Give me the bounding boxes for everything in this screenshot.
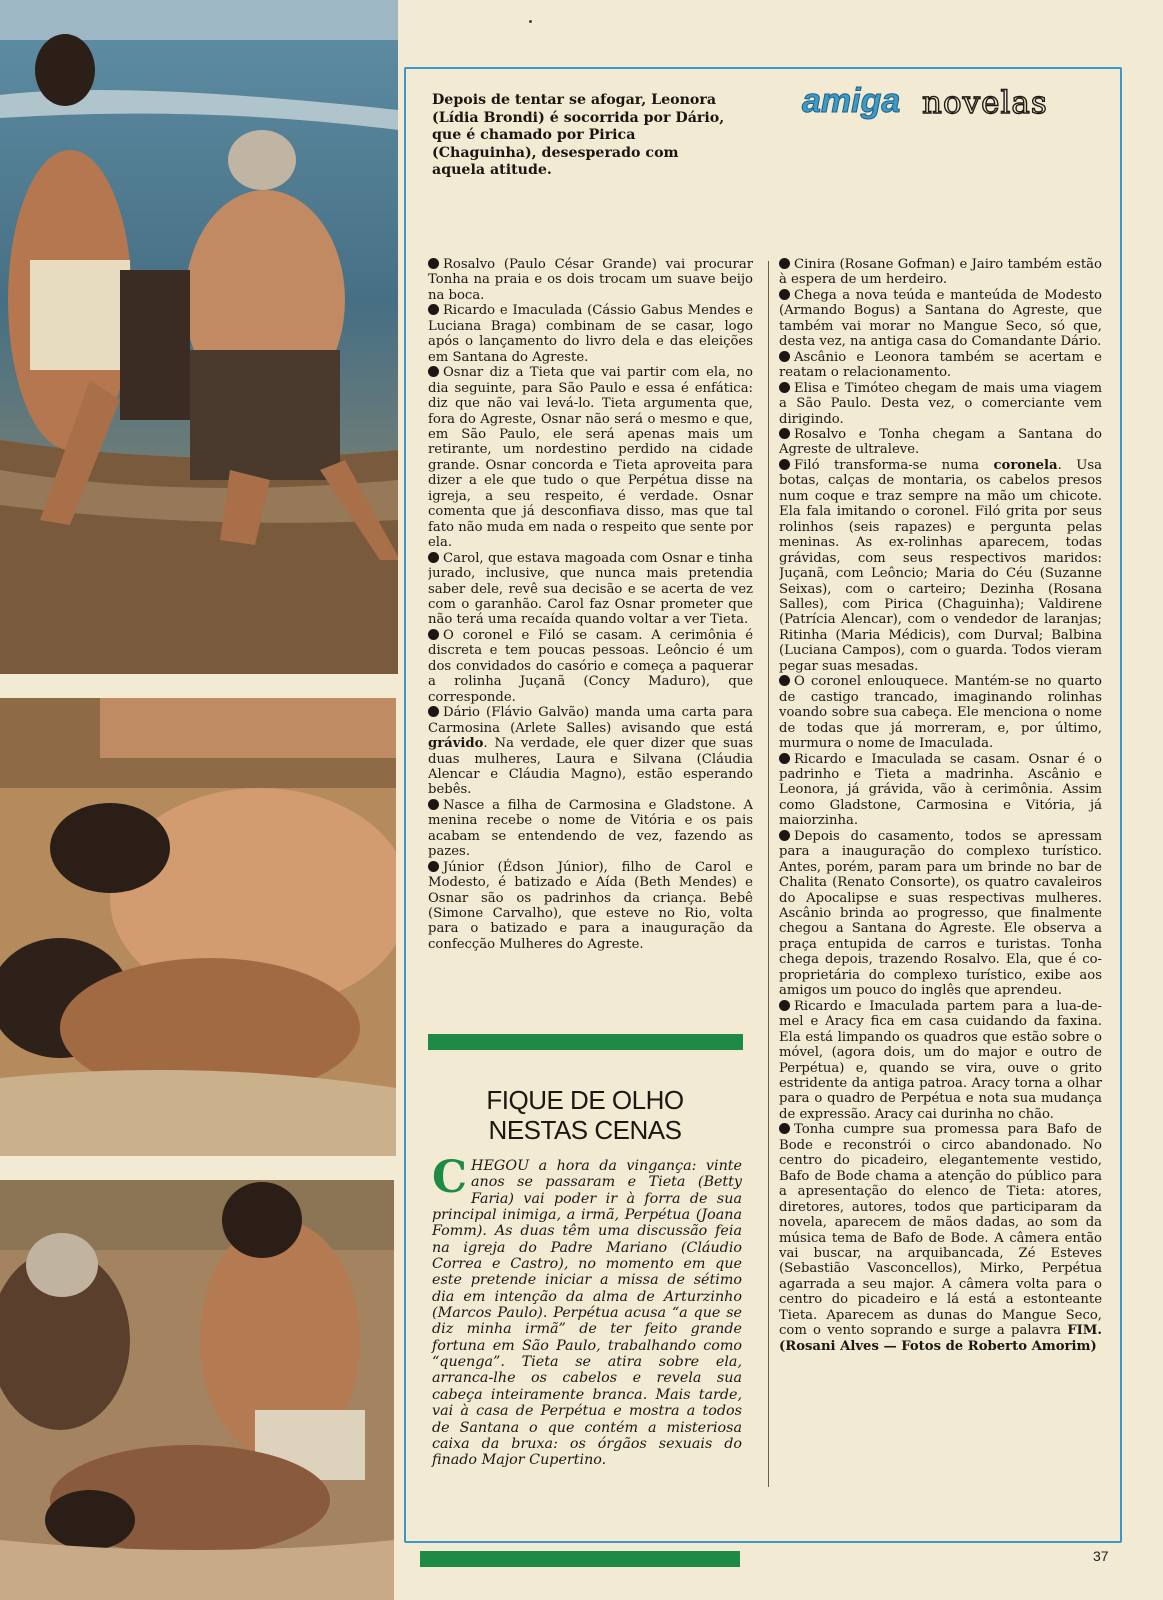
news-item: [428, 365, 753, 550]
box-title-line1: FIQUE DE OLHO: [486, 1085, 684, 1115]
masthead-section: novelas: [922, 85, 1048, 121]
green-footer-bar: [420, 1551, 740, 1567]
masthead-brand: amiga: [802, 82, 901, 120]
news-item: [779, 458, 1102, 674]
news-item-text: Depois do casamento, todos se apressam para a inauguração do complexo turístico. Antes, porém, param para um brinde no bar de Chalita (Renato Consorte), os quatro cavaleiros do Apocalipse e suas respectivas mulheres. Ascânio brinda ao progresso, que finalmente chegou a Santana do Agreste. Ele observa a praça entupida de carros e turistas. Tonha chega depois, trazendo Rosalvo. Ela, que é co-proprietária do complexo turístico, exibe aos amigos um pouco do inglês que aprendeu.: [779, 828, 1102, 999]
news-item-text: Rosalvo (Paulo César Grande) vai procurar Tonha na praia e os dois trocam um suave beijo na boca.: [428, 257, 753, 303]
photo-beach-rescue-sand: [0, 698, 396, 1156]
bullet-icon: [779, 289, 790, 300]
news-item: [779, 999, 1102, 1123]
news-item-text: Ricardo e Imaculada partem para a lua-de-mel e Aracy fica em casa cuidando da faxina. Ela está limpando os quadros que estão sobre o móvel, (agora dois, um do major e outro de Perpétua) e, quando se vira, ouve o grito estridente da antiga patroa. Aracy torna a olhar para o quadro de Perpétua e nota sua mudança de expressão. Aracy cai durinha no chão.: [779, 998, 1102, 1122]
news-item-bold: coronela: [993, 457, 1058, 473]
drop-cap: C: [432, 1152, 468, 1203]
bullet-icon: [779, 428, 790, 439]
news-item: [779, 829, 1102, 999]
page-number: 37: [1093, 1548, 1109, 1564]
bullet-icon: [779, 675, 790, 686]
news-item: [779, 350, 1102, 381]
news-item: [428, 798, 753, 860]
news-item: [428, 257, 753, 303]
news-item-text: Ricardo e Imaculada se casam. Osnar é o padrinho e Tieta a madrinha. Ascânio e Leonora, já grávida, vão à cerimônia. Assim como Gladstone, Carmosina e Vitória, já maiorzinha.: [779, 751, 1102, 829]
news-item: [779, 1122, 1102, 1354]
news-item: [779, 752, 1102, 829]
box-body-text: HEGOU a hora da vingança: vinte anos se passaram e Tieta (Betty Faria) vai poder ir à forra de sua principal inimiga, a irmã, Perpétua (Joana Fomm). As duas têm uma discussão feia na igreja do Padre Mariano (Cláudio Correa e Castro), no momento em que este pretende iniciar a missa de sétimo dia em intenção da alma de Arturzinho (Marcos Paulo). Perpétua acusa “a que se diz minha irmã” de ter feito grande fortuna em São Paulo, trabalhando como “quenga”. Tieta se atira sobre ela, arranca-lhe os cabelos e revela sua cabeça inteiramente branca. Mais tarde, vai à casa de Perpétua e mostra a todos de Santana o que contém a misteriosa caixa da bruxa: os órgãos sexuais do finado Major Cupertino.: [432, 1158, 742, 1469]
news-item-bold: FIM. (Rosani Alves — Fotos de Roberto Amorim): [779, 1323, 1102, 1354]
news-item-text: Carol, que estava magoada com Osnar e tinha jurado, inclusive, que nunca mais pretendia saber dele, revê sua decisão e se acerta de vez com o garanhão. Carol faz Osnar prometer que não terá uma recaída quando voltar a ver Tieta.: [428, 550, 753, 628]
news-item: [428, 705, 753, 798]
news-item-post: . Usa botas, calças de montaria, os cabelos presos num coque e traz sempre na mão um chicote. Ela fala imitando o coronel. Filó grita por seus rolinhos (seis rapazes) e pergunta pelas meninas. As ex-rolinhas aparecem, todas grávidas, com seus respectivos maridos: Juçanã, com Leôncio; Maria do Céu (Suzanne Seixas), com o carteiro; Dezinha (Rosana Salles), com Pirica (Chaguinha); Valdirene (Patrícia Alencar), com o vendedor de laranjas; Ritinha (Maria Médicis), com Durval; Balbina (Luciana Campos), com o guarda. Todos vieram pegar suas mesadas.: [779, 457, 1102, 674]
news-item-text: O coronel e Filó se casam. A cerimônia é discreta e tem poucas pessoas. Leôncio é um dos convidados do casório e começa a paquerar a rolinha Juçanã (Concy Maduro), que corresponde.: [428, 627, 753, 705]
masthead-logo: [798, 78, 1090, 128]
news-item-text: Cinira (Rosane Gofman) e Jairo também estão à espera de um herdeiro.: [779, 257, 1102, 288]
photo-beach-rescue-ground: [0, 1180, 394, 1600]
news-item: [428, 303, 753, 365]
bullet-icon: [779, 351, 790, 362]
box-body: [432, 1152, 742, 1469]
news-item-text: Rosalvo e Tonha chegam a Santana do Agreste de ultraleve.: [779, 426, 1102, 458]
news-item: [428, 860, 753, 953]
print-speck: [529, 20, 532, 23]
news-item-post: . Na verdade, ele quer dizer que suas duas mulheres, Laura e Silvana (Cláudia Alencar e Cláudia Magno), estão esperando bebês.: [428, 736, 753, 798]
news-item: [779, 381, 1102, 427]
bullet-icon: [428, 861, 439, 872]
bullet-icon: [779, 459, 790, 470]
news-item: [779, 427, 1102, 458]
column-a: [428, 257, 753, 997]
bullet-icon: [779, 753, 790, 764]
news-item: [428, 551, 753, 628]
news-item-pre: Filó transforma-se numa: [794, 457, 994, 473]
news-item-text: Ascânio e Leonora também se acertam e reatam o relacionamento.: [779, 349, 1102, 381]
bullet-icon: [428, 304, 439, 315]
bullet-icon: [428, 552, 439, 563]
green-divider-bar: [428, 1034, 743, 1050]
bullet-icon: [428, 629, 439, 640]
news-item-text: O coronel enlouquece. Mantém-se no quarto de castigo trancado, imaginando rolinhas voando sobre sua cabeça. Ele menciona o nome de todas que já morreram, e, por último, murmura o nome de Imaculada.: [779, 674, 1102, 752]
bullet-icon: [428, 366, 439, 377]
news-item-text: Ricardo e Imaculada (Cássio Gabus Mendes e Luciana Braga) combinam de se casar, logo após o lançamento do livro dela e das eleições em Santana do Agreste.: [428, 303, 753, 365]
news-item-pre: Dário (Flávio Galvão) manda uma carta para Carmosina (Arlete Salles) avisando que está: [428, 705, 753, 736]
bullet-icon: [779, 1123, 790, 1134]
news-item: [779, 257, 1102, 288]
photo-beach-rescue-walk: [0, 0, 398, 674]
bullet-icon: [779, 830, 790, 841]
news-item-text: Júnior (Édson Júnior), filho de Carol e Modesto, é batizado e Aída (Beth Mendes) e Osnar são os padrinhos da criança. Bebê (Simone Carvalho), que esteve no Rio, volta para o batizado e para a inauguração da confecção Mulheres do Agreste.: [428, 859, 753, 952]
news-item: [779, 674, 1102, 751]
news-item-bold: grávido: [428, 736, 484, 752]
bullet-icon: [428, 258, 439, 269]
news-item-pre: Tonha cumpre sua promessa para Bafo de Bode e reconstrói o circo abandonado. No centro do picadeiro, elegantemente vestido, Bafo de Bode chama a atenção do público para a apresentação do elenco de Tieta: atores, diretores, autores, todos que participaram da novela, aparecem de mãos dadas, ao som da música tema de Bafo de Bode. A câmera então vai buscar, na arquibancada, Zé Esteves (Sebastião Vasconcellos), Mirko, Perpétua agarrada a seu major. A câmera volta para o centro do picadeiro e lá está a estonteante Tieta. Aparecem as dunas do Mangue Seco, com o vento soprando e surge a palavra: [779, 1122, 1102, 1339]
column-divider: [768, 261, 769, 1487]
bullet-icon: [779, 1000, 790, 1011]
bullet-icon: [428, 799, 439, 810]
news-item: [428, 628, 753, 705]
box-title: [452, 1085, 718, 1145]
news-item: [779, 288, 1102, 350]
bullet-icon: [779, 258, 790, 269]
news-item-text: Chega a nova teúda e manteúda de Modesto (Armando Bogus) a Santana do Agreste, que também vai morar no Mangue Seco, só que, desta vez, na antiga casa do Comandante Dário.: [779, 287, 1102, 350]
bullet-icon: [428, 706, 439, 717]
news-item-text: Elisa e Timóteo chegam de mais uma viagem a São Paulo. Desta vez, o comerciante vem dirigindo.: [779, 380, 1102, 427]
bullet-icon: [779, 382, 790, 393]
news-item-text: Osnar diz a Tieta que vai partir com ela, no dia seguinte, para São Paulo e essa é enfática: diz que não vai levá-lo. Tieta argumenta que, fora do Agreste, Osnar não será o mesmo e que, em São Paulo, ele será apenas mais um retirante, um nordestino perdido na cidade grande. Osnar concorda e Tieta aproveita para dizer a ele que tudo o que Perpétua disse na igreja, a seu respeito, é verdade. Osnar comenta que já desconfiava disso, mas que tal fato não muda em nada o respeito que sente por ela.: [428, 365, 753, 551]
photo-caption: Depois de tentar se afogar, Leonora (Lídia Brondi) é socorrida por Dário, que é chamado por Pirica (Chaguinha), desesperado com aquela atitude.: [432, 92, 725, 179]
column-b: [779, 257, 1102, 1497]
box-title-line2: NESTAS CENAS: [488, 1115, 682, 1145]
news-item-text: Nasce a filha de Carmosina e Gladstone. A menina recebe o nome de Vitória e os pais acabam se entendendo de vez, fazendo as pazes.: [428, 797, 753, 860]
